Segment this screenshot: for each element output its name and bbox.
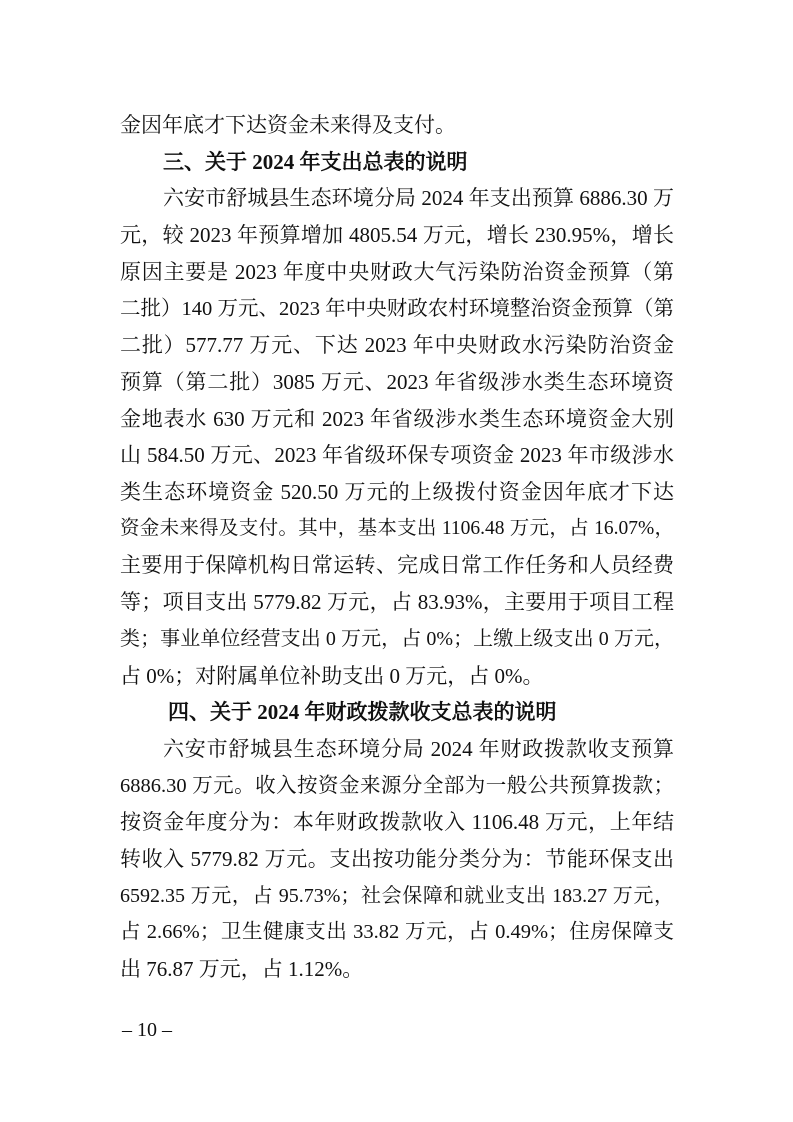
- section-heading-expenditure-summary: 三、关于 2024 年支出总表的说明: [163, 149, 468, 174]
- text-line: 六安市舒城县生态环境分局 2024 年支出预算 6886.30 万: [163, 186, 674, 211]
- text-line: 6592.35 万元，占 95.73%；社会保障和就业支出 183.27 万元，: [120, 884, 674, 907]
- text-line: 金地表水 630 万元和 2023 年省级涉水类生态环境资金大别: [120, 406, 674, 431]
- text-line: 二批）140 万元、2023 年中央财政农村环境整治资金预算（第: [120, 297, 674, 320]
- text-line: 二批）577.77 万元、下达 2023 年中央财政水污染防治资金: [120, 333, 674, 358]
- text-line: 六安市舒城县生态环境分局 2024 年财政拨款收支预算: [163, 736, 674, 761]
- text-line: 预算（第二批）3085 万元、2023 年省级涉水类生态环境资: [120, 369, 674, 394]
- text-line: 等；项目支出 5779.82 万元，占 83.93%，主要用于项目工程: [120, 590, 674, 615]
- text-line: 山 584.50 万元、2023 年省级环保专项资金 2023 年市级涉水: [120, 443, 674, 468]
- text-line: 原因主要是 2023 年度中央财政大气污染防治资金预算（第: [120, 259, 674, 284]
- text-line: 按资金年度分为：本年财政拨款收入 1106.48 万元，上年结: [120, 810, 674, 835]
- page-number: – 10 –: [122, 1019, 172, 1041]
- document-body: [120, 107, 674, 988]
- text-line: 转收入 5779.82 万元。支出按功能分类分为：节能环保支出: [120, 847, 674, 872]
- paragraph-continuation-line: 金因年底才下达资金未来得及支付。: [120, 113, 456, 137]
- text-line: 主要用于保障机构日常运转、完成日常工作任务和人员经费: [120, 553, 674, 578]
- text-line: 类生态环境资金 520.50 万元的上级拨付资金因年底才下达: [120, 480, 674, 505]
- text-line: 6886.30 万元。收入按资金来源分全部为一般公共预算拨款；: [120, 774, 674, 797]
- text-line: 类；事业单位经营支出 0 万元，占 0%；上缴上级支出 0 万元，: [120, 627, 674, 650]
- text-line: 占 0%；对附属单位补助支出 0 万元，占 0%。: [120, 663, 544, 688]
- text-line: 资金未来得及支付。其中，基本支出 1106.48 万元，占 16.07%，: [120, 517, 674, 539]
- text-line: 元，较 2023 年预算增加 4805.54 万元，增长 230.95%，增长: [120, 223, 674, 248]
- text-line: 占 2.66%；卫生健康支出 33.82 万元，占 0.49%；住房保障支: [120, 921, 674, 944]
- text-line: 出 76.87 万元，占 1.12%。: [120, 957, 364, 982]
- section-heading-fiscal-appropriation-summary: 四、关于 2024 年财政拨款收支总表的说明: [168, 700, 557, 725]
